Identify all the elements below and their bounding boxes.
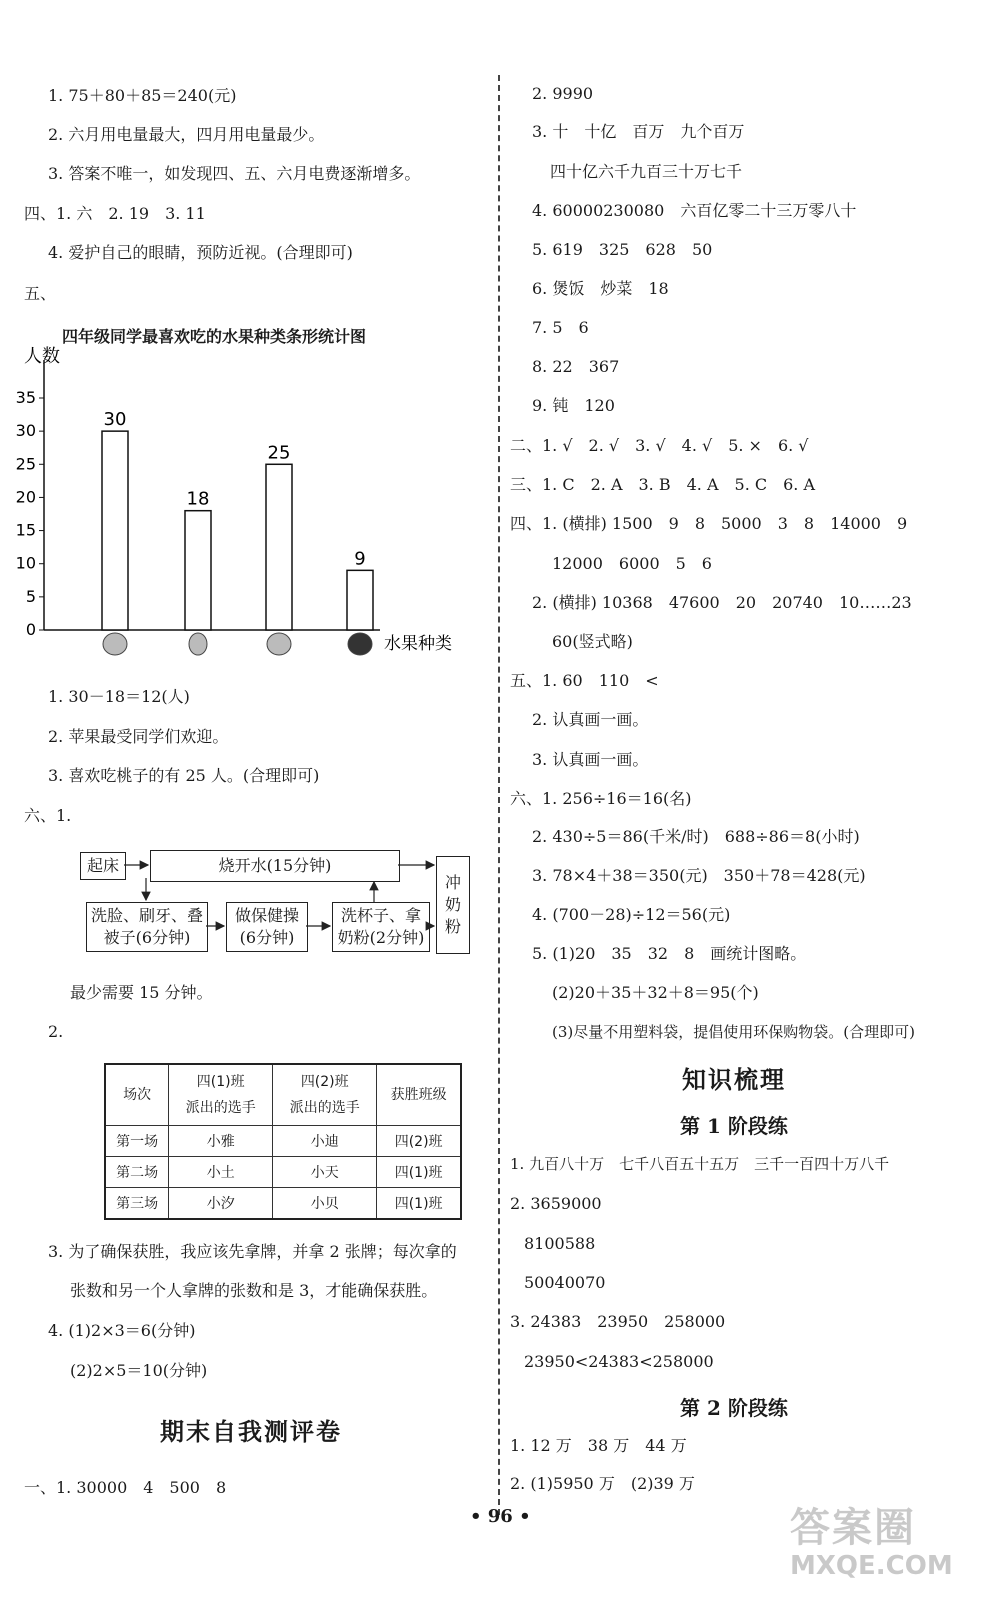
fruit-icons: [103, 633, 372, 655]
table-cell: 四(1)班: [377, 1188, 461, 1220]
y-tick-label: 20: [15, 487, 36, 507]
answer-line: 2. 六月用电量最大，四月用电量最少。: [48, 125, 325, 144]
table-header-row: [105, 1064, 461, 1126]
answer-line: 三、1. C 2. A 3. B 4. A 5. C 6. A: [510, 475, 816, 494]
flow-boil-water: 烧开水(15分钟): [150, 850, 400, 882]
table-cell: 第二场: [105, 1157, 169, 1188]
answer-line: 3. 24383 23950 258000: [510, 1312, 726, 1331]
section-heading: 期末自我测评卷: [160, 1417, 342, 1446]
y-tick-label: 30: [15, 421, 36, 441]
answer-line: 1. 12 万 38 万 44 万: [510, 1436, 687, 1455]
answer-line: 3. 认真画一画。: [532, 750, 649, 769]
results-table: [104, 1063, 462, 1220]
answer-line: (2)20＋35＋32＋8＝95(个): [552, 983, 759, 1002]
y-tick-label: 10: [15, 553, 36, 573]
answer-line: 9. 钝 120: [532, 396, 615, 415]
answer-line: 四、1. (横排) 1500 9 8 5000 3 8 14000 9: [510, 514, 908, 533]
y-tick-label: 15: [15, 520, 36, 540]
answer-line: 2. 3659000: [510, 1194, 602, 1213]
answer-line: (2)2×5＝10(分钟): [70, 1361, 208, 1380]
answer-line: 8. 22 367: [532, 357, 620, 376]
answer-line: 3. 十 十亿 百万 九个百万: [532, 122, 745, 141]
answer-line: (3)尽量不用塑料袋，提倡使用环保购物袋。(合理即可): [552, 1023, 915, 1041]
answer-line: 1. 75＋80＋85＝240(元): [48, 86, 237, 105]
peach-icon: [267, 633, 291, 655]
section-label: 五、: [24, 284, 57, 303]
table-cell: 第三场: [105, 1188, 169, 1220]
bar-value-label: 30: [103, 409, 127, 431]
answer-line: 四十亿六千九百三十万七千: [550, 162, 743, 181]
table-cell: 四(2)班: [377, 1126, 461, 1157]
flow-cup: 洗杯子、拿 奶粉(2分钟): [332, 902, 430, 952]
answer-line: 2. 430÷5＝86(千米/时) 688÷86＝8(小时): [532, 827, 860, 846]
stage-heading: 第 1 阶段练: [680, 1114, 788, 1138]
answer-line: 2. 9990: [532, 84, 594, 103]
x-axis-label: 水果种类: [384, 634, 452, 654]
table-cell: 小迪: [273, 1126, 377, 1157]
answer-line: 六、1. 256÷16＝16(名): [510, 789, 692, 808]
answer-line: 60(竖式略): [552, 632, 633, 651]
table-cell: 小土: [169, 1157, 273, 1188]
table-cell: 四(1)班: [377, 1157, 461, 1188]
answer-line: 2. 苹果最受同学们欢迎。: [48, 727, 229, 746]
bars: [102, 409, 373, 630]
table-cell: 小天: [273, 1157, 377, 1188]
y-axis-label: 人数: [24, 346, 60, 367]
answer-line: 2.: [48, 1022, 64, 1041]
answer-line: 1. 30－18＝12(人): [48, 687, 190, 706]
table-row: [105, 1188, 461, 1220]
answer-line: 3. 78×4＋38＝350(元) 350＋78＝428(元): [532, 866, 866, 885]
answer-line: 4. 爱护自己的眼睛，预防近视。(合理即可): [48, 243, 353, 262]
table-cell: 第一场: [105, 1126, 169, 1157]
answer-line: 5. 619 325 628 50: [532, 240, 713, 259]
answer-line: 2. 认真画一画。: [532, 710, 649, 729]
chart-title: 四年级同学最喜欢吃的水果种类条形统计图: [62, 327, 367, 346]
flow-make-milk: 冲 奶 粉: [436, 856, 470, 954]
flow-getup: 起床: [80, 852, 126, 880]
table-row: [105, 1126, 461, 1157]
answer-line: 50040070: [524, 1273, 606, 1292]
answer-line: 最少需要 15 分钟。: [70, 983, 213, 1002]
answer-line: 12000 6000 5 6: [552, 554, 712, 573]
bar: [185, 511, 211, 630]
table-header: 场次: [105, 1064, 169, 1126]
flow-exercise: 做保健操 (6分钟): [226, 902, 308, 952]
bar-value-label: 18: [186, 488, 210, 510]
y-tick-label: 0: [25, 620, 36, 639]
answer-line: 4. (700－28)÷12＝56(元): [532, 905, 731, 924]
answer-line: 3. 喜欢吃桃子的有 25 人。(合理即可): [48, 766, 320, 785]
section-label: 六、1.: [24, 806, 72, 825]
bar-value-label: 9: [354, 548, 366, 570]
y-tick-label: 25: [15, 454, 36, 474]
answer-line: 4. 60000230080 六百亿零二十三万零八十: [532, 201, 857, 220]
bar: [102, 431, 128, 630]
answer-line: 3. 答案不唯一，如发现四、五、六月电费逐渐增多。: [48, 164, 421, 183]
answer-line: 二、1. √ 2. √ 3. √ 4. √ 5. × 6. √: [510, 436, 809, 455]
grape-icon: [348, 633, 372, 655]
page-number: • 96 •: [470, 1506, 531, 1527]
answer-line: 2. (1)5950 万 (2)39 万: [510, 1474, 695, 1493]
answer-line: 8100588: [524, 1234, 596, 1253]
table-cell: 小雅: [169, 1126, 273, 1157]
table-header: 获胜班级: [377, 1064, 461, 1126]
watermark-logo: 答案圈 MXQE.COM: [790, 1505, 953, 1581]
apple-icon: [103, 633, 127, 655]
stage-heading: 第 2 阶段练: [680, 1396, 788, 1420]
flow-wash: 洗脸、刷牙、叠 被子(6分钟): [86, 902, 208, 952]
answer-line: 2. (横排) 10368 47600 20 20740 10……23: [532, 593, 912, 612]
y-tick-label: 35: [15, 388, 36, 407]
table-cell: 小贝: [273, 1188, 377, 1220]
pear-icon: [189, 633, 207, 655]
answer-line: 一、1. 30000 4 500 8: [24, 1478, 227, 1497]
answer-line: 23950<24383<258000: [524, 1352, 714, 1371]
bar: [347, 570, 373, 630]
table-row: [105, 1157, 461, 1188]
answer-line: 四、1. 六 2. 19 3. 11: [24, 204, 206, 223]
answer-line: 五、1. 60 110 <: [510, 671, 659, 690]
answer-line: 7. 5 6: [532, 318, 589, 337]
y-tick-label: 5: [25, 586, 36, 606]
table-header: 四(1)班 派出的选手: [169, 1064, 273, 1126]
table-cell: 小汐: [169, 1188, 273, 1220]
y-ticks: [16, 388, 44, 639]
table-header: 四(2)班 派出的选手: [273, 1064, 377, 1126]
answer-line: 1. 九百八十万 七千八百五十五万 三千一百四十万八千: [510, 1155, 890, 1173]
bar: [266, 464, 292, 630]
column-divider: [498, 75, 500, 1515]
bar-chart: [0, 340, 480, 670]
section-heading: 知识梳理: [682, 1065, 786, 1094]
answer-line: 4. (1)2×3＝6(分钟): [48, 1321, 196, 1340]
answer-line: 5. (1)20 35 32 8 画统计图略。: [532, 944, 807, 963]
answer-line: 3. 为了确保获胜，我应该先拿牌，并拿 2 张牌；每次拿的: [48, 1242, 457, 1261]
bar-value-label: 25: [267, 442, 291, 464]
answer-line: 6. 煲饭 炒菜 18: [532, 279, 669, 298]
answer-line: 张数和另一个人拿牌的张数和是 3，才能确保获胜。: [70, 1281, 438, 1300]
